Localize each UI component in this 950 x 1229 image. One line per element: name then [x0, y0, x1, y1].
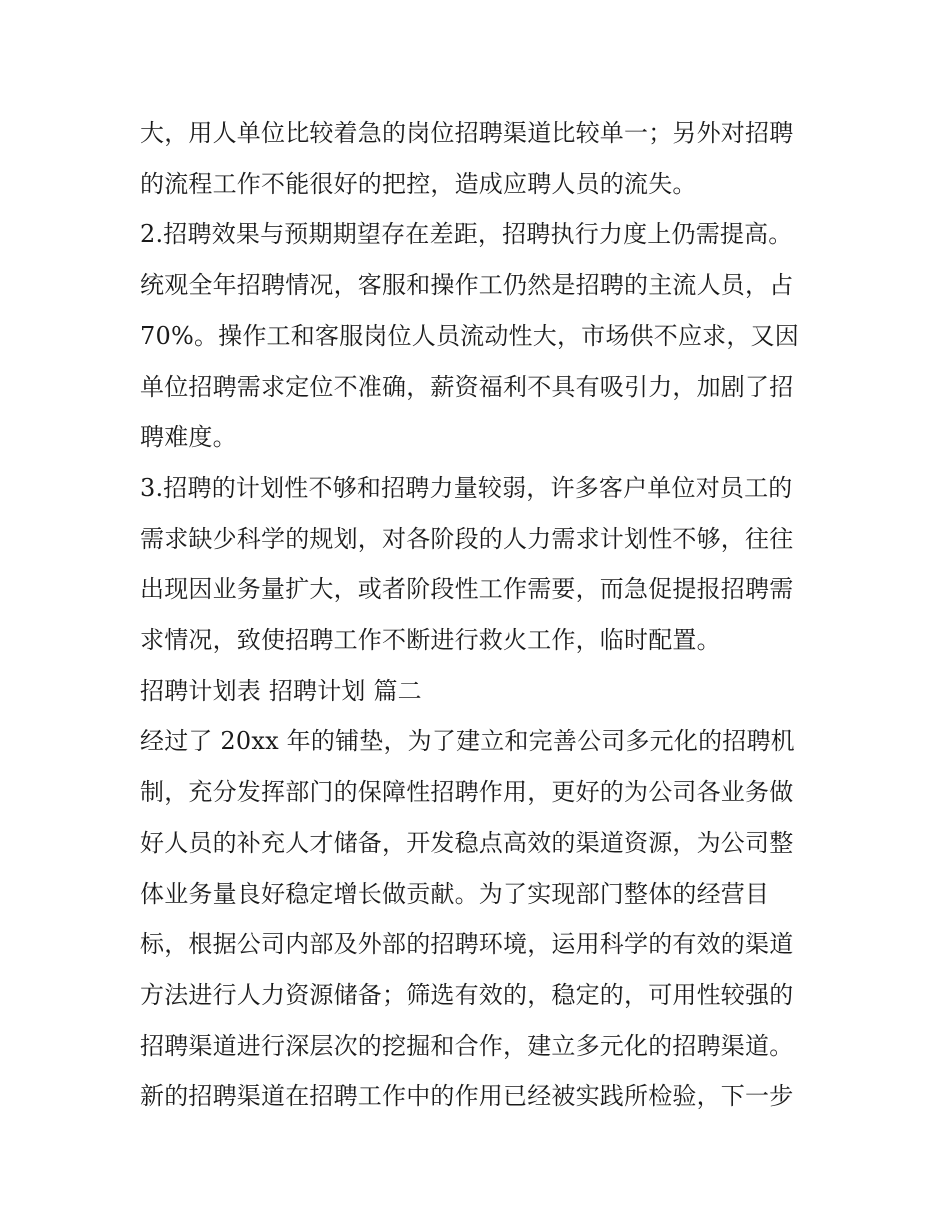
text-line: 出现因业务量扩大，或者阶段性工作需要，而急促提报招聘需	[140, 575, 794, 604]
text-line: 70%。操作工和客服岗位人员流动性大，市场供不应求，又因	[140, 321, 799, 350]
text-line: 求情况，致使招聘工作不断进行救火工作，临时配置。	[140, 626, 721, 655]
text-line: 新的招聘渠道在招聘工作中的作用已经被实践所检验，下一步	[140, 1082, 794, 1111]
paragraph-recruitment-plan-intro	[140, 716, 820, 1122]
text-line: 3.招聘的计划性不够和招聘力量较弱，许多客户单位对员工的	[140, 473, 793, 502]
text-line: 大，用人单位比较着急的岗位招聘渠道比较单一；另外对招聘	[140, 119, 794, 147]
text-line: 2.招聘效果与预期期望存在差距，招聘执行力度上仍需提高。	[140, 220, 793, 249]
text-line: 招聘渠道进行深层次的挖掘和合作，建立多元化的招聘渠道。	[140, 1031, 794, 1060]
text-line: 体业务量良好稳定增长做贡献。为了实现部门整体的经营目	[140, 879, 770, 908]
heading-line: 招聘计划表 招聘计划 篇二	[140, 676, 422, 705]
text-line: 聘难度。	[140, 423, 237, 452]
text-line: 需求缺少科学的规划，对各阶段的人力需求计划性不够，往往	[140, 524, 794, 553]
text-line: 标，根据公司内部及外部的招聘环境，运用科学的有效的渠道	[140, 930, 794, 959]
text-line: 统观全年招聘情况，客服和操作工仍然是招聘的主流人员，占	[140, 271, 794, 300]
text-line: 好人员的补充人才储备，开发稳点高效的渠道资源，为公司整	[140, 828, 794, 857]
paragraph-recruitment-effect-gap	[140, 209, 820, 463]
section-heading	[140, 666, 820, 717]
text-line: 制，充分发挥部门的保障性招聘作用，更好的为公司各业务做	[140, 778, 794, 807]
document-body	[140, 108, 820, 1122]
text-line: 方法进行人力资源储备；筛选有效的，稳定的，可用性较强的	[140, 980, 794, 1009]
paragraph-recruitment-channel-issue	[140, 108, 820, 209]
text-line: 单位招聘需求定位不准确，薪资福利不具有吸引力，加剧了招	[140, 372, 794, 401]
text-line: 经过了 20xx 年的铺垫，为了建立和完善公司多元化的招聘机	[140, 727, 795, 756]
text-line: 的流程工作不能很好的把控，造成应聘人员的流失。	[140, 169, 697, 198]
paragraph-recruitment-planning-weak	[140, 463, 820, 666]
